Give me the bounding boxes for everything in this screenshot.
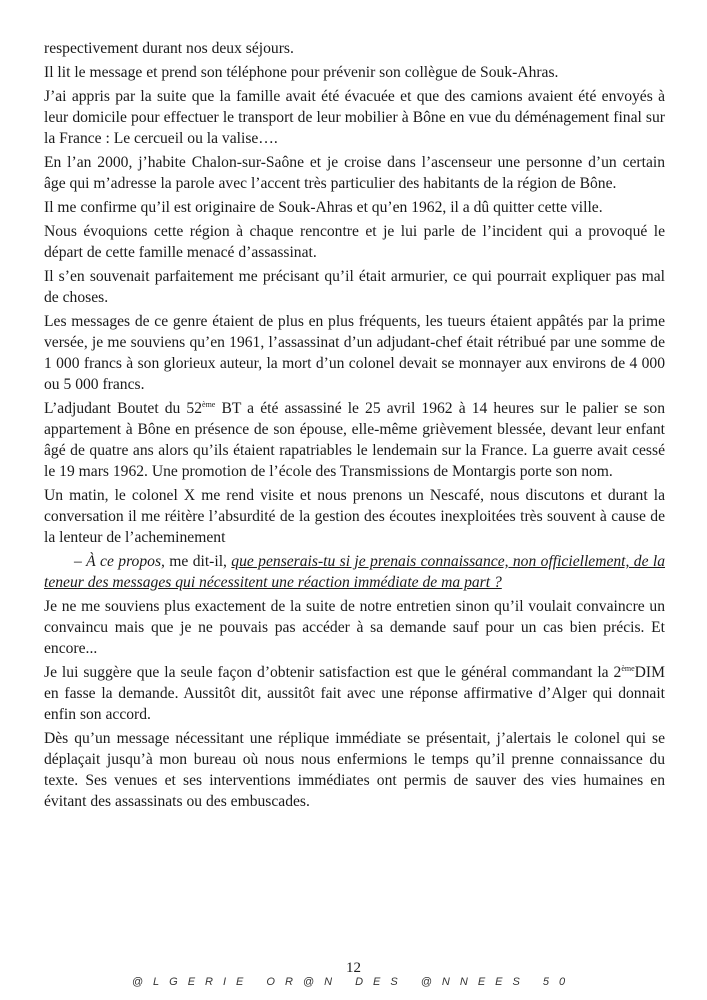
paragraph: respectivement durant nos deux séjours. <box>44 40 294 57</box>
paragraph: Il s’en souvenait parfaitement me précisant qu’il était armurier, ce qui pourrait expliquer pas mal de choses. <box>44 268 665 306</box>
paragraph <box>44 662 665 725</box>
paragraph: J’ai appris par la suite que la famille avait été évacuée et que des camions avaient été envoyés à leur domicile pour effectuer le transport de leur mobilier à Bône en vue du déménagement final sur la France : Le cercueil ou la valise…. <box>44 88 665 147</box>
paragraph: En l’an 2000, j’habite Chalon-sur-Saône et je croise dans l’ascenseur une personne d’un certain âge qui m’adresse la parole avec l’accent très particulier des habitants de la région de Bône. <box>44 154 665 192</box>
dialogue-quote: que penserais-tu si je prenais connaissance, non officiellement, de la teneur des messages qui nécessitent une réaction immédiate de ma part ? <box>44 553 665 591</box>
paragraph: Je ne me souviens plus exactement de la suite de notre entretien sinon qu’il voulait convaincre un convaincu mais que je ne pouvais pas accéder à sa demande sauf pour un cas bien précis. Et encore... <box>44 598 665 657</box>
text-run: L’adjudant Boutet du 52 <box>44 400 203 417</box>
text-run: Je lui suggère que la seule façon d’obtenir satisfaction est que le général commandant la 2 <box>44 664 622 681</box>
paragraph <box>44 398 665 482</box>
dialogue-opening: – À ce propos, <box>74 553 165 570</box>
paragraph: Un matin, le colonel X me rend visite et nous prenons un Nescafé, nous discutons et durant la conversation il me réitère l’absurdité de la gestion des écoutes inexploitées très souvent à cause de la lenteur de l’acheminement <box>44 487 665 546</box>
dialogue-paragraph <box>44 551 665 593</box>
paragraph: Nous évoquions cette région à chaque rencontre et je lui parle de l’incident qui a provoqué le départ de cette famille menacé d’assassinat. <box>44 223 665 261</box>
body-text <box>44 38 665 815</box>
ordinal-superscript: ème <box>621 664 635 673</box>
paragraph: Il me confirme qu’il est originaire de Souk-Ahras et qu’en 1962, il a dû quitter cette ville. <box>44 199 603 216</box>
running-footer: @LGERIE OR@N DES @NNEES 50 <box>131 976 576 988</box>
paragraph: Il lit le message et prend son téléphone pour prévenir son collègue de Souk-Ahras. <box>44 64 559 81</box>
ordinal-superscript: ème <box>202 400 216 409</box>
paragraph: Les messages de ce genre étaient de plus en plus fréquents, les tueurs étaient appâtés par la prime versée, je me souviens qu’en 1961, l’assassinat d’un adjudant-chef était rétribué par une somme de 1 000 francs à son glorieux auteur, la mort d’un colonel devait se monnayer aux environs de 4 000 ou 5 000 francs. <box>44 313 665 393</box>
paragraph: Dès qu’un message nécessitant une réplique immédiate se présentait, j’alertais le colonel qui se déplaçait jusqu’à mon bureau où nous nous enfermions le temps qu’il prenne connaissance du texte. Ses venues et ses interventions immédiates ont permis de sauver des vies humaines en évitant des assassinats ou des embuscades. <box>44 730 665 810</box>
dialogue-tag: me dit-il, <box>164 553 232 570</box>
text-run: BT a été assassiné le 25 avril 1962 à 14 heures sur le palier se son appartement à Bône en présence de son épouse, elle-même grièvement blessée, devant leur enfant âgé de quatre ans alors qu’ils étaient rapatriables le lendemain sur la France. La guerre avait cessé le 19 mars 1962. Une promotion de l’école des Transmissions de Montargis porte son nom. <box>44 400 665 480</box>
page-number: 12 <box>346 960 361 976</box>
text-run: DIM en fasse la demande. Aussitôt dit, aussitôt fait avec une réponse affirmative d’Alger qui donnait enfin son accord. <box>44 664 665 723</box>
